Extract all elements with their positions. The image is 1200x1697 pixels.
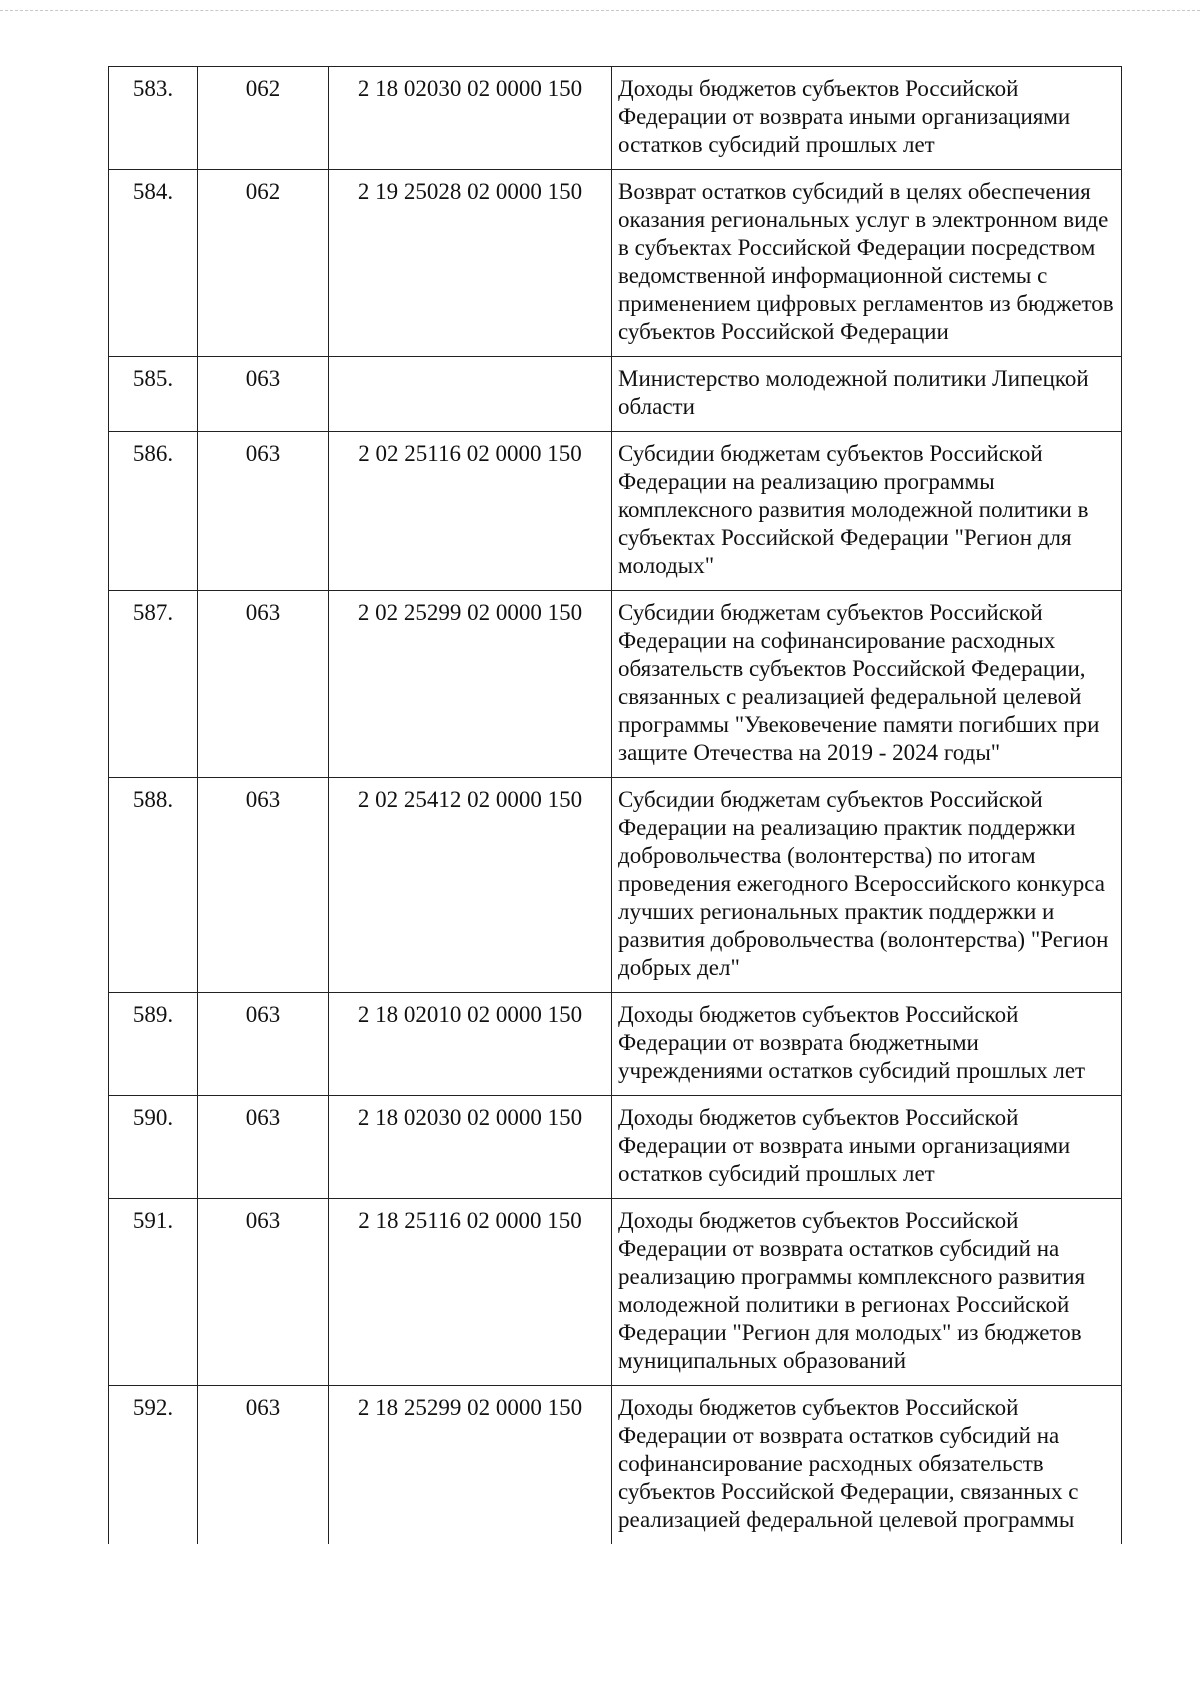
revenue-name: Доходы бюджетов субъектов Российской Федерации от возврата бюджетными учреждениями остатков субсидий прошлых лет (612, 993, 1122, 1096)
budget-code: 2 18 02030 02 0000 150 (329, 1096, 612, 1199)
admin-code: 063 (198, 1199, 329, 1386)
budget-code: 2 02 25299 02 0000 150 (329, 591, 612, 778)
budget-code: 2 18 25299 02 0000 150 (329, 1386, 612, 1545)
admin-code: 063 (198, 993, 329, 1096)
revenue-name: Доходы бюджетов субъектов Российской Федерации от возврата остатков субсидий на реализацию программы комплексного развития молодежной политики в регионах Российской Федерации "Регион для молодых" из бюджетов муниципальных образований (612, 1199, 1122, 1386)
table-row (109, 591, 1122, 778)
admin-code: 062 (198, 67, 329, 170)
revenue-name: Субсидии бюджетам субъектов Российской Федерации на софинансирование расходных обязательств субъектов Российской Федерации, связанных с реализацией федеральной целевой программы "Увековечение памяти погибших при защите Отечества на 2019 - 2024 годы" (612, 591, 1122, 778)
table-row (109, 1096, 1122, 1199)
admin-code: 063 (198, 357, 329, 432)
row-number: 592. (109, 1386, 198, 1545)
revenue-name: Субсидии бюджетам субъектов Российской Федерации на реализацию практик поддержки добровольчества (волонтерства) по итогам проведения ежегодного Всероссийского конкурса лучших региональных практик поддержки и развития добровольчества (волонтерства) "Регион добрых дел" (612, 778, 1122, 993)
row-number: 585. (109, 357, 198, 432)
table-row (109, 1199, 1122, 1386)
table-row (109, 1386, 1122, 1545)
admin-code: 063 (198, 432, 329, 591)
revenue-name: Возврат остатков субсидий в целях обеспечения оказания региональных услуг в электронном виде в субъектах Российской Федерации посредством ведомственной информационной системы с применением цифровых регламентов из бюджетов субъектов Российской Федерации (612, 170, 1122, 357)
table-row (109, 357, 1122, 432)
table-row (109, 170, 1122, 357)
row-number: 587. (109, 591, 198, 778)
budget-code: 2 18 02010 02 0000 150 (329, 993, 612, 1096)
row-number: 588. (109, 778, 198, 993)
table-row (109, 993, 1122, 1096)
budget-code (329, 357, 612, 432)
admin-code: 063 (198, 778, 329, 993)
budget-codes-table (108, 66, 1122, 1544)
admin-code: 062 (198, 170, 329, 357)
budget-code: 2 19 25028 02 0000 150 (329, 170, 612, 357)
row-number: 583. (109, 67, 198, 170)
revenue-name: Субсидии бюджетам субъектов Российской Федерации на реализацию программы комплексного развития молодежной политики в субъектах Российской Федерации "Регион для молодых" (612, 432, 1122, 591)
table-row (109, 67, 1122, 170)
admin-code: 063 (198, 591, 329, 778)
budget-code: 2 18 25116 02 0000 150 (329, 1199, 612, 1386)
budget-code: 2 02 25116 02 0000 150 (329, 432, 612, 591)
admin-code: 063 (198, 1096, 329, 1199)
table-row (109, 432, 1122, 591)
revenue-name: Доходы бюджетов субъектов Российской Федерации от возврата остатков субсидий на софинансирование расходных обязательств субъектов Российской Федерации, связанных с реализацией федеральной целевой программы (612, 1386, 1122, 1545)
admin-code: 063 (198, 1386, 329, 1545)
row-number: 591. (109, 1199, 198, 1386)
budget-code: 2 18 02030 02 0000 150 (329, 67, 612, 170)
row-number: 589. (109, 993, 198, 1096)
revenue-name: Министерство молодежной политики Липецкой области (612, 357, 1122, 432)
row-number: 590. (109, 1096, 198, 1199)
row-number: 586. (109, 432, 198, 591)
revenue-name: Доходы бюджетов субъектов Российской Федерации от возврата иными организациями остатков субсидий прошлых лет (612, 1096, 1122, 1199)
scan-edge-line (0, 10, 1200, 11)
revenue-name: Доходы бюджетов субъектов Российской Федерации от возврата иными организациями остатков субсидий прошлых лет (612, 67, 1122, 170)
budget-code: 2 02 25412 02 0000 150 (329, 778, 612, 993)
table-row (109, 778, 1122, 993)
row-number: 584. (109, 170, 198, 357)
